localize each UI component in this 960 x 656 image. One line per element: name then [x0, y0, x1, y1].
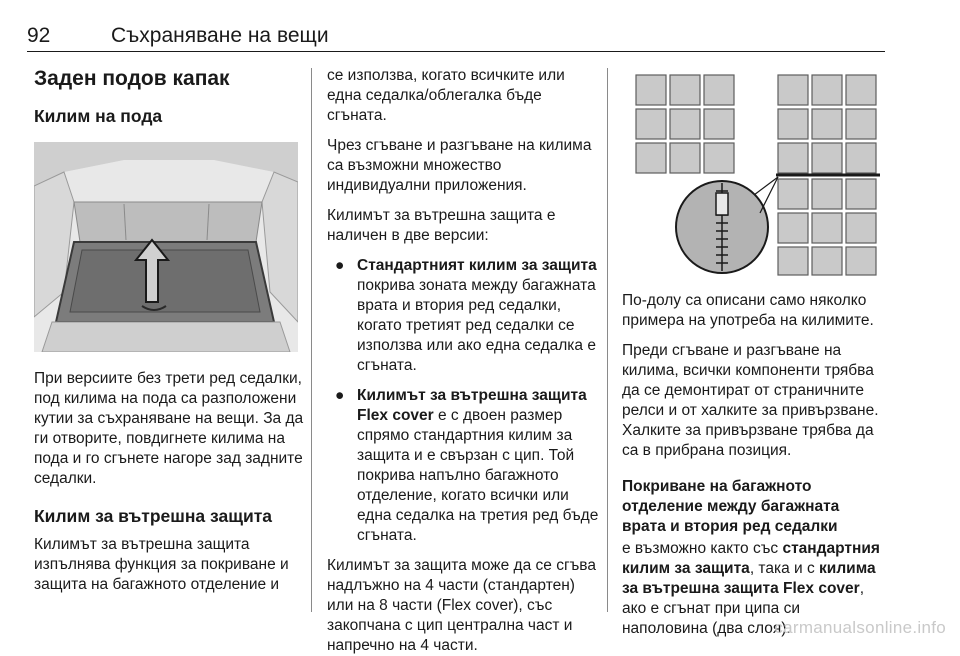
text-run: , така и с	[749, 560, 820, 577]
column-divider	[607, 68, 608, 612]
paragraph: Килимът за вътрешна защита изпълнява функция за покриване и защита на багажното отделение и	[34, 536, 289, 593]
version-list	[327, 256, 599, 546]
paragraph: При версиите без трети ред седалки, под килима на пода са разположени кутии за съхраняване на вещи. За да ги отворите, повдигнете килима на пода и го сгънете нагоре зад задните седалки.	[34, 370, 304, 487]
column-divider	[311, 68, 312, 612]
list-item-text: е с двоен размер спрямо стандартния килим за защита и е свързан с цип. Той покрива напълно багажното отделение, когато всички или една седалка на третия ред бъде сгъната.	[357, 407, 599, 544]
bullet-icon: ●	[335, 387, 345, 404]
page-header	[27, 24, 887, 50]
subsection-title: Покриване на багажното отделение между багажната врата и втория ред седалки	[622, 478, 840, 535]
subsection-title: Килим за вътрешна защита	[34, 506, 273, 526]
left-column	[34, 67, 306, 595]
subsection-title: Килим на пода	[34, 106, 163, 126]
header-rule	[27, 51, 885, 52]
paragraph: Преди сгъване и разгъване на килима, всички компоненти трябва да се демонтират от страничните релси и от халките за привързване. Халките за привързване трябва да са в прибрана позиция.	[622, 342, 879, 459]
list-item	[327, 386, 599, 546]
right-column	[622, 67, 886, 639]
paragraph: Килимът за вътрешна защита е наличен в две версии:	[327, 207, 556, 244]
text-run-bold: стандартния килим за защита	[622, 540, 880, 577]
list-item	[327, 256, 599, 376]
paragraph: Килимът за защита може да се сгъва надлъжно на 4 части (стандартен) или на 8 части (Flex cover), със закопчана с цип централна част и напречно на 4 части.	[327, 557, 596, 654]
watermark: carmanualsonline.info	[774, 618, 946, 637]
paragraph: По-долу са описани само няколко примера на употреба на килимите.	[622, 292, 874, 329]
running-title: Съхраняване на вещи	[111, 24, 329, 47]
paragraph: Чрез сгъване и разгъване на килима са възможни множество индивидуални приложения.	[327, 137, 592, 194]
zipper-carpet-illustration	[622, 67, 884, 279]
text-run-bold: килима за вътрешна защита Flex cover	[622, 560, 876, 597]
middle-column	[327, 66, 599, 656]
list-item-term: Килимът за вътрешна защита Flex cover	[357, 387, 587, 424]
page-number: 92	[27, 24, 51, 47]
paragraph: се използва, когато всичките или една седалка/облегалка бъде сгъната.	[327, 67, 565, 124]
list-item-term: Стандартният килим за защита	[357, 257, 597, 274]
text-run: , ако е сгънат при ципа си наполовина (два слоя).	[622, 580, 864, 637]
trunk-floor-illustration	[34, 142, 298, 352]
list-item-text: покрива зоната между багажната врата и втория ред седалки, когато третият ред седалки се използва или ако една седалка е сгъната.	[357, 277, 596, 374]
text-run: е възможно както със	[622, 540, 783, 557]
section-title: Заден подов капак	[34, 67, 230, 90]
bullet-icon: ●	[335, 257, 345, 274]
